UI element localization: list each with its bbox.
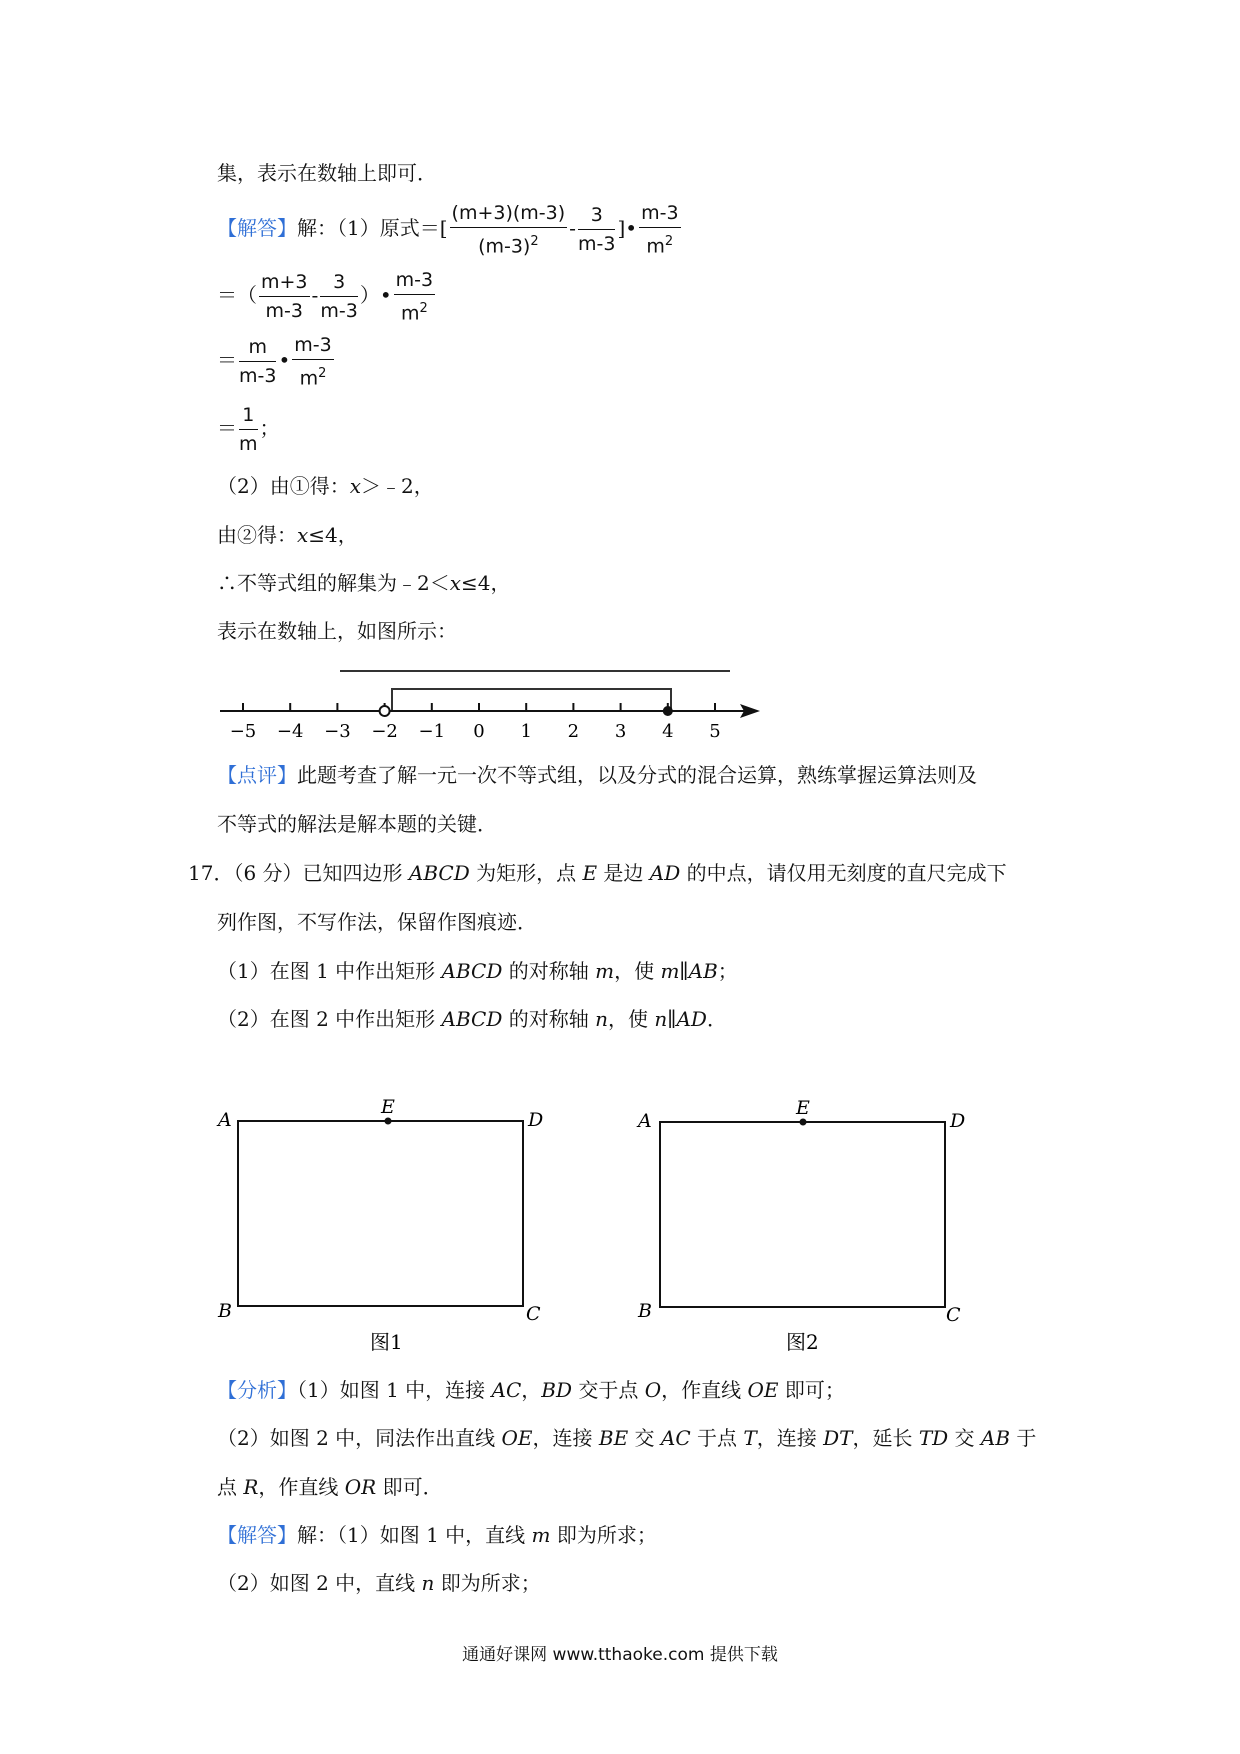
tick-label: −3: [324, 721, 351, 742]
fraction-1-den: [450, 228, 568, 259]
step2-fraction-3: [394, 267, 435, 326]
tick-label-group: [230, 721, 721, 742]
answer2-line2: [217, 1570, 541, 1596]
figure-2: [630, 1095, 990, 1355]
an-l1c: ，: [521, 1378, 542, 1402]
step4-fraction-num: 1: [239, 402, 258, 430]
step3-fraction-2-num: m-3: [292, 332, 333, 360]
analysis-line3: [217, 1474, 443, 1500]
fraction-2: [578, 202, 615, 257]
q17-l1b: ABCD: [408, 861, 470, 885]
fig2-label-a: A: [638, 1110, 652, 1132]
step3-fraction-2: [292, 332, 333, 391]
step2-dot: •: [379, 283, 392, 308]
a2-l1b: m: [531, 1523, 551, 1547]
q17-s1c: 的对称轴: [502, 959, 596, 983]
answer2-tag: 【解答】: [217, 1523, 297, 1547]
fig2-point-e: [800, 1119, 807, 1126]
part2-a-var: x: [349, 474, 362, 498]
comment-line2: 不等式的解法是解本题的关键．: [217, 812, 497, 836]
answer1-step3: [217, 332, 336, 391]
fraction-2-den: m-3: [578, 233, 616, 256]
an-l2i: ，连接: [756, 1426, 824, 1450]
an-l2a: （2）如图 2 中，同法作出直线: [217, 1426, 502, 1450]
minus-sign: -: [569, 218, 577, 241]
fig1-label-b: B: [218, 1300, 232, 1322]
q17-s1a: （1）在图 1 中作出矩形: [217, 959, 442, 983]
an-l1b: AC: [491, 1378, 522, 1402]
part2-line-a: [217, 473, 434, 499]
fraction-2-num: 3: [578, 202, 615, 230]
tick-label: 4: [662, 721, 674, 742]
step2-fraction-2-num: 3: [320, 269, 357, 297]
comment-line1: [217, 762, 977, 788]
tick-label: 2: [567, 721, 580, 742]
page-footer: 通通好课网 www.tthaoke.com 提供下载: [462, 1645, 778, 1665]
solution-post: ≤4，: [461, 571, 511, 595]
q17-l1a: 17．（6 分）已知四边形: [188, 861, 409, 885]
fig1-label-c: C: [526, 1303, 541, 1325]
step2-fraction-1-den: m-3: [265, 300, 303, 323]
q17-s2c: 的对称轴: [502, 1007, 596, 1031]
an-l2k: ，延长: [852, 1426, 919, 1450]
step4-fraction-den: m: [239, 433, 258, 455]
an-l2h: T: [743, 1426, 757, 1450]
open-endpoint: [380, 706, 390, 716]
tick-label: 1: [520, 721, 532, 742]
fraction-3-den: [639, 228, 680, 259]
an-l2o: 于: [1010, 1426, 1037, 1450]
solution-pre: ∴不等式组的解集为﹣2＜: [217, 571, 450, 595]
step2-fraction-2-den: m-3: [320, 300, 358, 323]
q17-sub1: [217, 958, 738, 984]
q17-s1b: ABCD: [441, 959, 503, 983]
analysis-tag: 【分析】: [217, 1378, 297, 1402]
step2-fraction-3-den-base: m: [400, 302, 420, 325]
step3-fraction-1-num: m: [239, 334, 276, 362]
intro-line: 集，表示在数轴上即可．: [217, 161, 437, 185]
step2-close: ）: [359, 283, 380, 308]
an-l2m: 交: [948, 1426, 981, 1450]
tick-group: [243, 703, 715, 711]
an-l1h: OE: [747, 1378, 779, 1402]
an-l1f: O: [644, 1378, 662, 1402]
q17-line1: [188, 860, 1007, 886]
fig2-caption: 图2: [786, 1330, 819, 1354]
numberline-intro: 表示在数轴上，如图所示：: [217, 619, 457, 643]
comment-tag: 【点评】: [217, 763, 297, 787]
number-line: [200, 655, 780, 755]
step3-dot: •: [278, 348, 291, 373]
fig2-label-d: D: [950, 1110, 966, 1132]
step2-fraction-1: [259, 269, 310, 324]
q17-s1g: ；: [717, 959, 738, 983]
fig1-label-e: E: [381, 1096, 395, 1118]
q17-s2b: ABCD: [441, 1007, 503, 1031]
an-l2j: DT: [823, 1426, 853, 1450]
interval-bracket: [392, 689, 671, 711]
step2-fraction-3-den-exp: 2: [419, 301, 428, 316]
an-l2d: BE: [598, 1426, 629, 1450]
tick-label: 5: [709, 721, 721, 742]
tick-label: 0: [473, 721, 485, 742]
step3-eq: ＝: [217, 348, 237, 373]
part2-a-post: ＞﹣2，: [361, 474, 434, 498]
answer-tag: 【解答】: [217, 216, 297, 241]
an-l1a: （1）如图 1 中，连接: [297, 1378, 492, 1402]
closed-endpoint: [663, 706, 673, 716]
an-l2b: OE: [501, 1426, 533, 1450]
part2-b-post: ≤4，: [308, 523, 358, 547]
an-l1i: 即可；: [778, 1378, 845, 1402]
tick-label: −5: [229, 721, 257, 742]
q17-s2g: ．: [706, 1007, 727, 1031]
fraction-1: [450, 200, 568, 259]
an-l2n: AB: [980, 1426, 1011, 1450]
an-l3a: 点: [217, 1475, 244, 1499]
answer2-line1: [217, 1522, 657, 1548]
figure-1: [210, 1095, 570, 1355]
analysis-line2: [217, 1425, 1036, 1451]
step3-fraction-2-den: [292, 360, 333, 391]
q17-s1f: m∥AB: [660, 959, 718, 983]
fraction-1-num: (m+3)(m-3): [450, 200, 568, 228]
analysis-line1: [217, 1377, 845, 1403]
comment-text1: 此题考查了解一元一次不等式组，以及分式的混合运算，熟练掌握运算法则及: [297, 763, 977, 787]
step3-fraction-1: [239, 334, 276, 389]
step2-eq: ＝（: [217, 283, 257, 308]
step2-fraction-3-den: [394, 295, 435, 326]
answer1-step2: [217, 267, 437, 326]
q17-line2: 列作图，不写作法，保留作图痕迹．: [217, 910, 537, 934]
an-l2g: 于点: [690, 1426, 744, 1450]
answer1-line1: [217, 200, 683, 259]
tick-label: −1: [418, 721, 446, 742]
q17-s2e: ，使: [608, 1007, 655, 1031]
a2-l2b: n: [421, 1571, 435, 1595]
q17-s1e: ，使: [614, 959, 661, 983]
an-l2e: 交: [628, 1426, 661, 1450]
fig1-label-a: A: [218, 1109, 232, 1131]
answer1-step4: [217, 402, 280, 457]
fig2-label-e: E: [796, 1097, 810, 1119]
fraction-1-den-base: (m-3): [478, 235, 531, 258]
fraction-3-den-base: m: [646, 235, 665, 258]
solution-line: [217, 570, 511, 596]
step3-fraction-1-den: m-3: [239, 365, 277, 388]
fraction-3-num: m-3: [639, 200, 680, 228]
answer1-prefix: 解：（1）原式＝[: [297, 216, 448, 241]
close-bracket: ]: [617, 216, 626, 241]
a2-l2a: （2）如图 2 中，直线: [217, 1571, 422, 1595]
an-l3c: ，作直线: [258, 1475, 345, 1499]
part2-a-pre: （2）由①得：: [217, 474, 350, 498]
q17-sub2: [217, 1006, 727, 1032]
fraction-3-den-exp: 2: [664, 234, 674, 249]
q17-l1c: 为矩形，点: [469, 861, 583, 885]
fraction-3: [639, 200, 680, 259]
step4-tail: ；: [259, 416, 280, 440]
an-l1e: 交于点: [572, 1378, 645, 1402]
step2-fraction-1-num: m+3: [259, 269, 310, 297]
an-l2f: AC: [660, 1426, 691, 1450]
step3-fraction-2-den-base: m: [299, 367, 319, 390]
q17-l1f: AD: [649, 861, 681, 885]
q17-l1d: E: [582, 861, 598, 885]
step2-fraction-2: [320, 269, 357, 324]
an-l3d: OR: [344, 1475, 377, 1499]
step2-minus: -: [311, 285, 319, 308]
solution-var: x: [449, 571, 462, 595]
q17-l1g: 的中点，请仅用无刻度的直尺完成下: [680, 861, 1007, 885]
fig2-label-b: B: [638, 1300, 652, 1322]
tick-label: −2: [371, 721, 398, 742]
q17-s2d: n: [595, 1007, 608, 1031]
q17-s2a: （2）在图 2 中作出矩形: [217, 1007, 442, 1031]
fraction-1-den-exp: 2: [530, 234, 539, 249]
an-l1d: BD: [541, 1378, 573, 1402]
a2-l1c: 即为所求；: [550, 1523, 657, 1547]
part2-line-b: [217, 522, 358, 548]
tick-label: 3: [614, 721, 627, 742]
q17-s1d: m: [595, 959, 615, 983]
an-l2c: ，连接: [532, 1426, 599, 1450]
tick-label: −4: [276, 721, 304, 742]
fig1-rectangle: [238, 1121, 523, 1306]
part2-b-var: x: [297, 523, 309, 547]
an-l2l: TD: [918, 1426, 949, 1450]
q17-l1e: 是边: [597, 861, 650, 885]
fig1-point-e: [385, 1118, 392, 1125]
fig1-caption: 图1: [370, 1330, 403, 1354]
step4-eq: ＝: [217, 416, 237, 440]
a2-l2c: 即为所求；: [434, 1571, 541, 1595]
an-l3b: R: [243, 1475, 259, 1499]
an-l3e: 即可．: [376, 1475, 443, 1499]
fig2-rectangle: [660, 1122, 945, 1307]
fig2-label-c: C: [946, 1304, 961, 1326]
step2-fraction-3-num: m-3: [394, 267, 435, 295]
step4-fraction: [239, 402, 258, 457]
a2-l1a: 解：（1）如图 1 中，直线: [297, 1523, 532, 1547]
multiply-dot: •: [625, 216, 638, 241]
q17-s2f: n∥AD: [654, 1007, 707, 1031]
fig1-label-d: D: [528, 1109, 544, 1131]
part2-b-pre: 由②得：: [217, 523, 297, 547]
step3-fraction-2-den-exp: 2: [318, 366, 327, 381]
an-l1g: ，作直线: [661, 1378, 748, 1402]
